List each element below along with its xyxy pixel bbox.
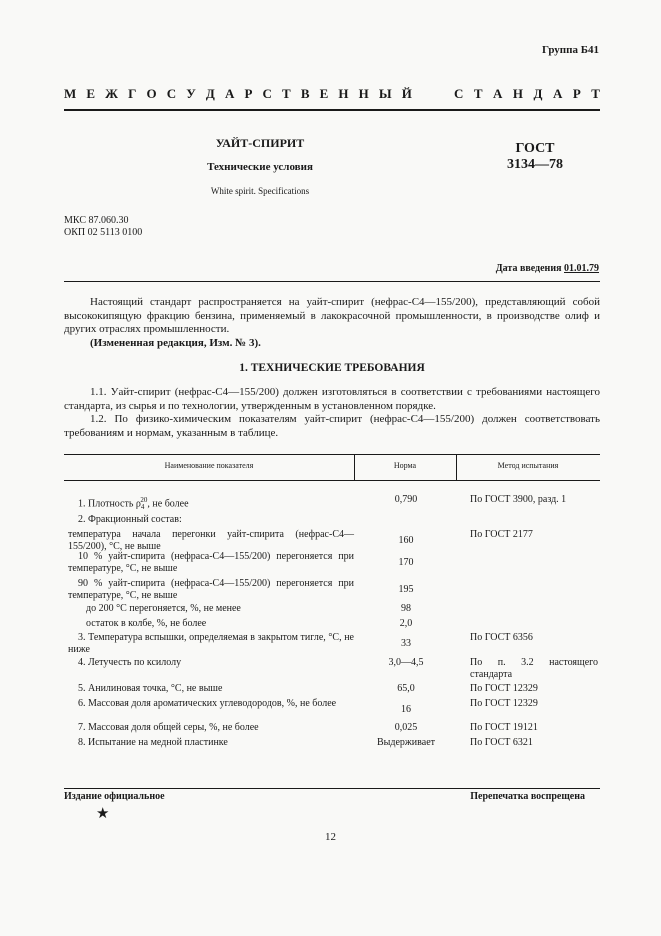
table-cell-parameter: 3. Температура вспышки, определяемая в закрытом тигле, °С, не ниже bbox=[68, 632, 354, 655]
table-cell-norm: 195 bbox=[398, 584, 414, 595]
table-cell-norm: 16 bbox=[401, 704, 411, 715]
banner-word-interstate bbox=[64, 86, 412, 102]
table-cell-norm: 0,025 bbox=[394, 722, 418, 733]
table-cell-parameter: 10 % уайт-спирита (нефраса-С4—155/200) перегоняется при температуре, °С, не выше bbox=[68, 551, 354, 574]
okp-code: ОКП 02 5113 0100 bbox=[64, 227, 143, 238]
banner-letter: В bbox=[300, 86, 310, 101]
banner-letter: Т bbox=[282, 86, 291, 101]
table-top-rule bbox=[64, 454, 600, 455]
document-title: УАЙТ-СПИРИТ bbox=[215, 136, 305, 150]
banner-letter: Р bbox=[572, 86, 581, 101]
table-cell-norm: 160 bbox=[398, 535, 414, 546]
table-cell-method: По ГОСТ 3900, разд. 1 bbox=[470, 494, 567, 505]
introduction-date-value: 01.01.79 bbox=[564, 263, 599, 274]
mks-code: МКС 87.060.30 bbox=[64, 215, 129, 226]
table-cell-parameter: остаток в колбе, %, не более bbox=[86, 618, 207, 629]
group-code: Группа Б41 bbox=[542, 44, 599, 56]
banner-letter: Д bbox=[533, 86, 543, 101]
table-cell-parameter: 4. Летучесть по ксилолу bbox=[78, 657, 182, 668]
banner-letter: Н bbox=[512, 86, 524, 101]
banner-letter: Н bbox=[338, 86, 349, 101]
table-cell-parameter: 6. Массовая доля ароматических углеводородов, %, не более bbox=[78, 698, 337, 709]
banner-letter: У bbox=[186, 86, 196, 101]
classification-codes bbox=[64, 215, 142, 239]
banner-letter: С bbox=[262, 86, 272, 101]
table-cell-method: По ГОСТ 2177 bbox=[470, 529, 533, 540]
banner-letter: А bbox=[224, 86, 235, 101]
banner-letter: Е bbox=[86, 86, 96, 101]
banner-letter: С bbox=[454, 86, 464, 101]
banner-letter: А bbox=[493, 86, 503, 101]
table-cell-parameter: 2. Фракционный состав: bbox=[78, 514, 182, 525]
document-subtitle: Технические условия bbox=[207, 161, 313, 173]
table-cell-parameter: 1. Плотность $\rho_4^{20}$, не более bbox=[78, 496, 189, 512]
banner-letter: С bbox=[166, 86, 177, 101]
gost-label: ГОСТ bbox=[515, 141, 555, 156]
banner-letter: Г bbox=[128, 86, 137, 101]
table-cell-norm: 33 bbox=[401, 638, 411, 649]
banner-letter: О bbox=[146, 86, 157, 101]
banner-letter: А bbox=[552, 86, 563, 101]
table-header-name: Наименование показателя bbox=[164, 461, 254, 470]
table-cell-norm: 98 bbox=[401, 603, 411, 614]
table-cell-norm: 3,0—4,5 bbox=[388, 657, 424, 668]
star-icon: ★ bbox=[96, 806, 110, 822]
table-cell-parameter: до 200 °С перегоняется, %, не менее bbox=[86, 603, 241, 614]
scope-paragraph: Настоящий стандарт распространяется на уайт-спирит (нефрас-С4—155/200), представляющий собой высококипящую фракцию бензина, применяемый в лакокрасочной промышленности, в производстве олиф и других отраслях промышленности. bbox=[64, 296, 600, 336]
date-rule bbox=[64, 281, 600, 282]
introduction-date bbox=[496, 263, 599, 274]
banner-letter: Е bbox=[319, 86, 329, 101]
table-cell-norm: 170 bbox=[398, 557, 414, 568]
clause-1-1: 1.1. Уайт-спирит (нефрас-С4—155/200) должен изготовляться в соответствии с требованиями настоящего стандарта, из сырья и по технологии, утвержденным в установленном порядке. bbox=[64, 386, 600, 412]
banner-letter: Т bbox=[473, 86, 483, 101]
amendment-note: (Измененная редакция, Изм. № 3). bbox=[90, 337, 261, 349]
table-cell-norm: 65,0 bbox=[397, 683, 415, 694]
table-cell-method: По ГОСТ 6321 bbox=[470, 737, 533, 748]
table-cell-parameter: температура начала перегонки уайт-спирита (нефрас-С4—155/200), °С, не выше bbox=[68, 529, 354, 552]
table-header-norm: Норма bbox=[393, 461, 417, 470]
table-cell-method: По ГОСТ 12329 bbox=[470, 683, 538, 694]
table-cell-parameter: 90 % уайт-спирита (нефраса-С4—155/200) перегоняется при температуре, °С, не выше bbox=[68, 578, 354, 601]
banner-letter: Ж bbox=[105, 86, 119, 101]
gost-number: 3134—78 bbox=[507, 157, 563, 172]
official-edition: Издание официальное bbox=[64, 791, 165, 802]
gost-designation bbox=[500, 141, 570, 173]
document-title-english: White spirit. Specifications bbox=[210, 186, 310, 196]
banner-letter: Р bbox=[244, 86, 253, 101]
table-cell-parameter: 8. Испытание на медной пластинке bbox=[78, 737, 228, 748]
standard-banner bbox=[64, 86, 600, 102]
table-cell-parameter: 7. Массовая доля общей серы, %, не более bbox=[78, 722, 259, 733]
page-number: 12 bbox=[325, 831, 336, 843]
table-cell-norm: 2,0 bbox=[399, 618, 413, 629]
table-header-rule bbox=[64, 480, 600, 481]
table-cell-method: По ГОСТ 19121 bbox=[470, 722, 538, 733]
footer-rule bbox=[64, 788, 600, 789]
table-cell-norm: Выдерживает bbox=[376, 737, 435, 748]
banner-word-standard bbox=[454, 86, 600, 102]
banner-letter: Й bbox=[401, 86, 412, 101]
banner-letter: Н bbox=[358, 86, 369, 101]
header-rule bbox=[64, 109, 600, 111]
banner-letter: Ы bbox=[378, 86, 392, 101]
banner-letter: Т bbox=[591, 86, 600, 101]
table-header-method: Метод испытания bbox=[497, 461, 559, 470]
table-cell-method: По ГОСТ 12329 bbox=[470, 698, 538, 709]
introduction-date-label: Дата введения bbox=[495, 263, 562, 274]
reprint-prohibited: Перепечатка воспрещена bbox=[470, 791, 585, 802]
table-cell-norm: 0,790 bbox=[394, 494, 418, 505]
table-cell-method: По п. 3.2 настоящего стандарта bbox=[470, 657, 598, 680]
section-heading: 1. ТЕХНИЧЕСКИЕ ТРЕБОВАНИЯ bbox=[239, 362, 425, 374]
table-cell-method: По ГОСТ 6356 bbox=[470, 632, 533, 643]
banner-letter: Д bbox=[205, 86, 215, 101]
banner-letter: М bbox=[64, 86, 77, 101]
clause-1-2: 1.2. По физико-химическим показателям уайт-спирит (нефрас-С4—155/200) должен соответствовать требованиям и нормам, указанным в таблице. bbox=[64, 413, 600, 439]
table-cell-parameter: 5. Анилиновая точка, °С, не выше bbox=[78, 683, 223, 694]
